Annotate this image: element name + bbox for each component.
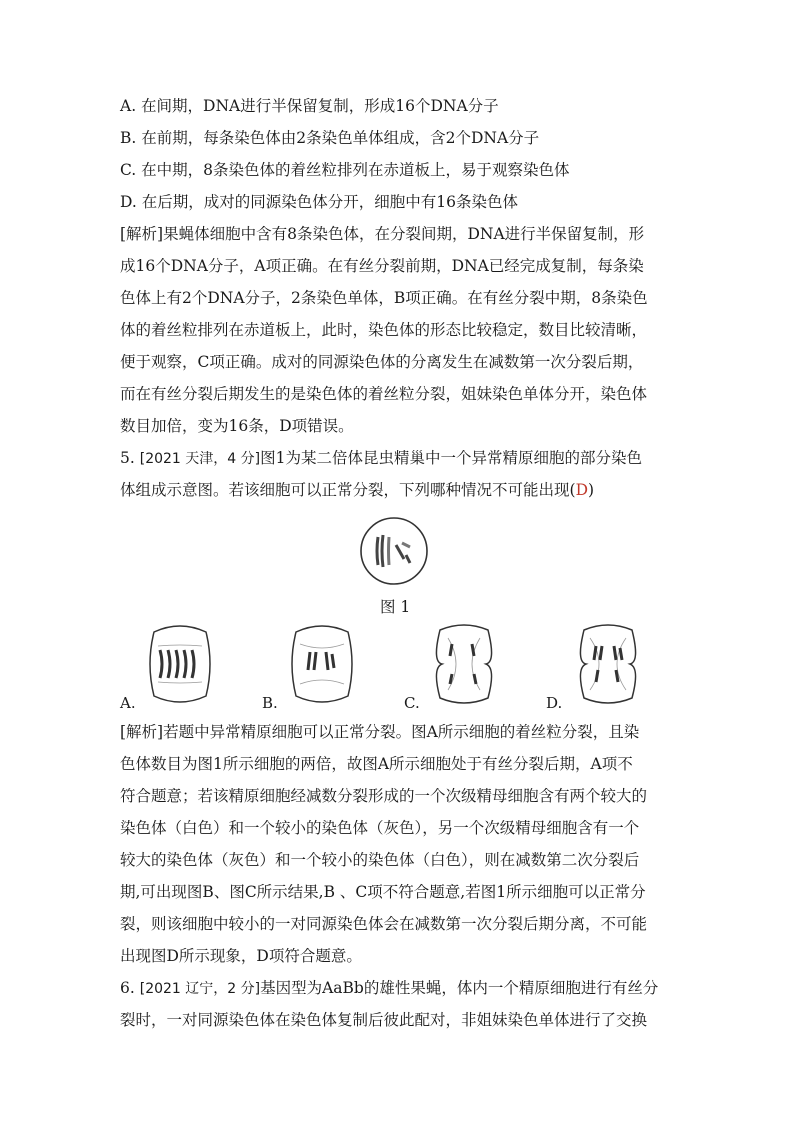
option-c-cell-diagram bbox=[428, 622, 500, 706]
question-number: 6. bbox=[120, 979, 135, 997]
figure-1-caption: 图 1 bbox=[380, 598, 411, 616]
question-text: ) bbox=[588, 481, 595, 499]
analysis-q5-line: 色体数目为图1所示细胞的两倍，故图A所示细胞处于有丝分裂后期，A项不 bbox=[120, 755, 633, 773]
question-6-stem-cont: 裂时，一对同源染色体在染色体复制后彼此配对，非姐妹染色单体进行了交换 bbox=[120, 1011, 648, 1029]
option-d-label: D. bbox=[546, 694, 563, 712]
option-d-cell-diagram bbox=[572, 622, 644, 706]
question-6-stem bbox=[120, 978, 680, 999]
option-c-label: C. bbox=[404, 694, 420, 712]
analysis-q5-line: 裂，则该细胞中较小的一对同源染色体会在减数第一次分裂后期分离，不可能 bbox=[120, 915, 648, 933]
question-source: [2021 辽宁，2 分] bbox=[139, 981, 261, 997]
option-b-label: B. bbox=[262, 694, 278, 712]
analysis-q4-line: 色体上有2个DNA分子，2条染色单体，B项正确。在有丝分裂中期，8条染色 bbox=[120, 289, 648, 307]
question-text: 体组成示意图。若该细胞可以正常分裂，下列哪种情况不可能出现( bbox=[120, 481, 576, 499]
analysis-q4-line: 成16个DNA分子，A项正确。在有丝分裂前期，DNA已经完成复制，每条染 bbox=[120, 257, 644, 275]
option-a-label: A. bbox=[120, 694, 136, 712]
option-b: B. 在前期，每条染色体由2条染色单体组成，含2个DNA分子 bbox=[120, 129, 540, 147]
analysis-q4-line: 体的着丝粒排列在赤道板上，此时，染色体的形态比较稳定，数目比较清晰， bbox=[120, 321, 648, 339]
question-5-stem bbox=[120, 448, 680, 469]
analysis-q4-line: [解析]果蝇体细胞中含有8条染色体，在分裂间期，DNA进行半保留复制，形 bbox=[120, 225, 645, 243]
analysis-q4-line: 便于观察，C项正确。成对的同源染色体的分离发生在减数第一次分裂后期， bbox=[120, 353, 644, 371]
analysis-q5-line: 期,可出现图B、图C所示结果,B 、C项不符合题意,若图1所示细胞可以正常分 bbox=[120, 883, 646, 901]
analysis-q4-line: 数目加倍，变为16条，D项错误。 bbox=[120, 417, 354, 435]
question-5-stem-cont bbox=[120, 480, 680, 500]
option-d: D. 在后期，成对的同源染色体分开，细胞中有16条染色体 bbox=[120, 193, 518, 211]
question-text: 图1为某二倍体昆虫精巢中一个异常精原细胞的部分染色 bbox=[260, 449, 642, 467]
figure-1-cell-diagram bbox=[358, 515, 430, 587]
question-text: 基因型为AaBb的雄性果蝇，体内一个精原细胞进行有丝分 bbox=[260, 979, 659, 997]
option-c: C. 在中期，8条染色体的着丝粒排列在赤道板上，易于观察染色体 bbox=[120, 161, 570, 179]
question-source: [2021 天津，4 分] bbox=[139, 451, 261, 467]
analysis-q5-line: 较大的染色体（灰色）和一个较小的染色体（白色），则在减数第二次分裂后 bbox=[120, 851, 640, 869]
question-number: 5. bbox=[120, 449, 135, 467]
option-b-cell-diagram bbox=[286, 622, 358, 706]
analysis-q5-line: 出现图D所示现象，D项符合题意。 bbox=[120, 947, 362, 965]
analysis-q4-line: 而在有丝分裂后期发生的是染色体的着丝粒分裂，姐妹染色单体分开，染色体 bbox=[120, 385, 648, 403]
analysis-q5-line: 符合题意；若该精原细胞经减数分裂形成的一个次级精母细胞含有两个较大的 bbox=[120, 787, 648, 805]
analysis-q5-line: [解析]若题中异常精原细胞可以正常分裂。图A所示细胞的着丝粒分裂，且染 bbox=[120, 723, 640, 741]
analysis-q5-line: 染色体（白色）和一个较小的染色体（灰色），另一个次级精母细胞含有一个 bbox=[120, 819, 640, 837]
option-a: A. 在间期，DNA进行半保留复制，形成16个DNA分子 bbox=[120, 97, 499, 115]
option-a-cell-diagram bbox=[144, 622, 216, 706]
answer-letter: D bbox=[575, 481, 588, 499]
